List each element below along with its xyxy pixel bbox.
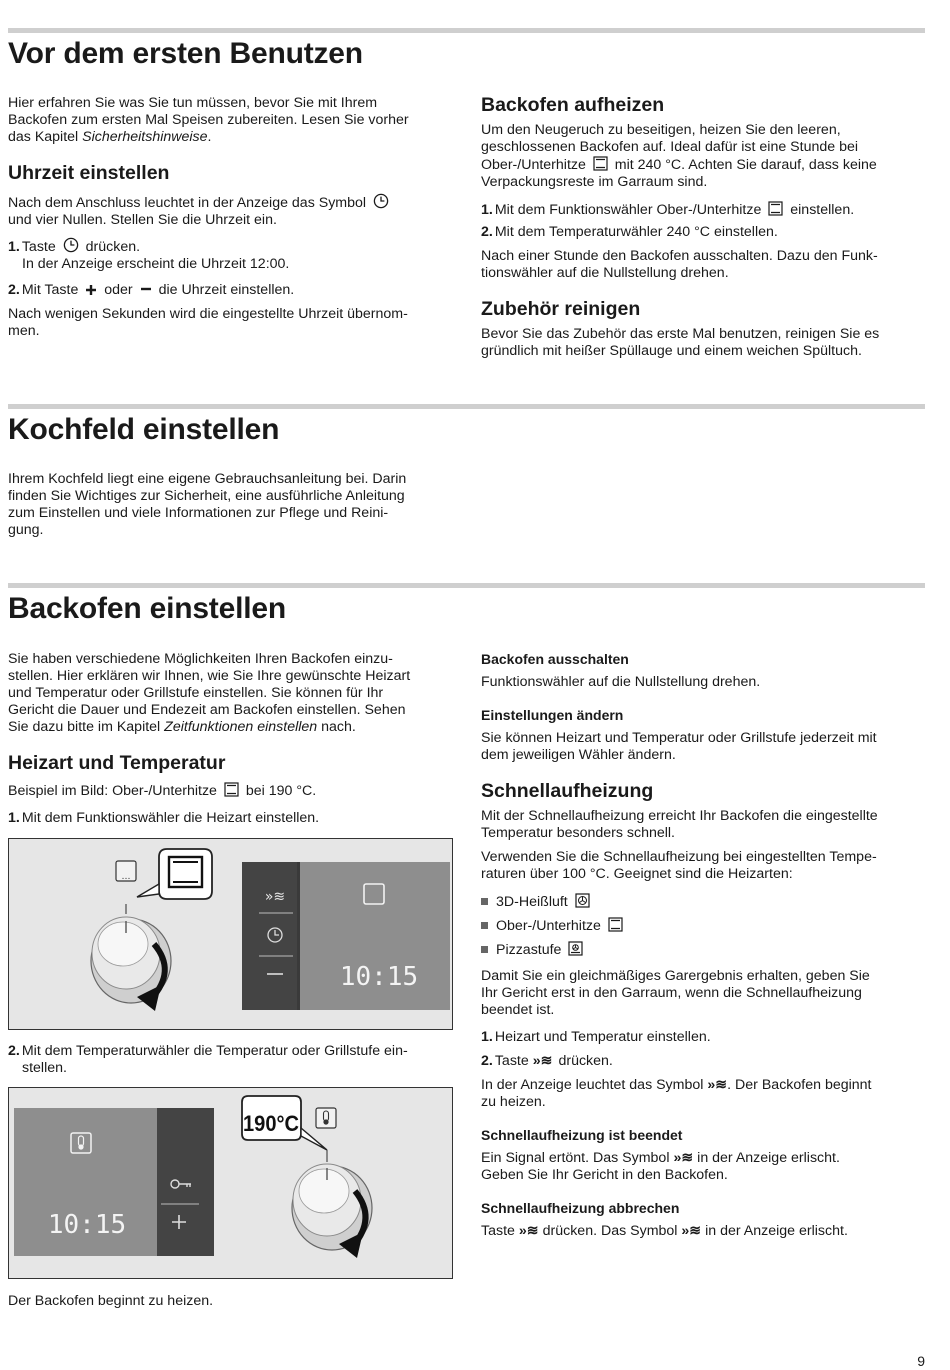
quickheat-icon: »≋ xyxy=(707,1077,728,1093)
list-item: 3D-Heißluft xyxy=(481,893,593,911)
uhrzeit-step-1: 1. Taste drücken. In der Anzeige erscheint die Uhrzeit 12:00. xyxy=(8,239,290,272)
schnell-p3: Damit Sie ein gleichmäßiges Garergebnis erhalten, geben Sie Ihr Gericht erst in den Garraum, wenn die Schnellaufheizung beendet ist. xyxy=(481,968,870,1018)
svg-text:…: … xyxy=(121,872,131,882)
heizart-example: Beispiel im Bild: Ober-/Unterhitze bei 190 °C. xyxy=(8,783,317,799)
schnell-step-2: 2. Taste »≋ drücken. xyxy=(481,1053,613,1069)
aendern-text: Sie können Heizart und Temperatur oder Grillstufe jederzeit mit dem jeweiligen Wähler ändern. xyxy=(481,730,877,763)
uhrzeit-heading: Uhrzeit einstellen xyxy=(8,162,170,184)
pizza-setting-icon xyxy=(568,941,583,956)
ausschalten-text: Funktionswähler auf die Nullstellung drehen. xyxy=(481,674,761,690)
section-title: Backofen einstellen xyxy=(8,592,286,625)
list-item: Ober-/Unterhitze xyxy=(481,917,626,935)
heizart-step-2: 2. Mit dem Temperaturwähler die Temperatur oder Grillstufe ein- stellen. xyxy=(8,1043,408,1076)
clock-icon xyxy=(373,193,389,209)
clock-icon xyxy=(63,237,79,253)
uhrzeit-step-2: 2. Mit Taste oder die Uhrzeit einstellen. xyxy=(8,282,295,298)
function-selector-figure xyxy=(8,838,453,1030)
kochfeld-paragraph: Ihrem Kochfeld liegt eine eigene Gebrauchsanleitung bei. Darin finden Sie Wichtiges zur Sicherheit, eine ausführliche Anleitung zum Einstellen und viele Informationen zur Pflege und Reini- gung. xyxy=(8,471,407,538)
zubehoer-heading: Zubehör reinigen xyxy=(481,298,641,320)
heizart-heading: Heizart und Temperatur xyxy=(8,752,226,774)
plus-icon xyxy=(85,284,97,296)
hot-air-3d-icon xyxy=(575,893,590,908)
aufheizen-heading: Backofen aufheizen xyxy=(481,94,665,116)
schnell-step-1: 1. Heizart und Temperatur einstellen. xyxy=(481,1029,711,1045)
section-title: Kochfeld einstellen xyxy=(8,413,280,446)
top-bottom-heat-icon xyxy=(768,201,783,216)
list-item: Pizzastufe xyxy=(481,941,586,959)
top-bottom-heat-icon xyxy=(593,156,608,171)
heizart-step-1: 1. Mit dem Funktionswähler die Heizart einstellen. xyxy=(8,810,320,826)
heizart-closing: Der Backofen beginnt zu heizen. xyxy=(8,1293,214,1309)
schnell-p4: In der Anzeige leuchtet das Symbol »≋. Der Backofen beginnt zu heizen. xyxy=(481,1077,872,1110)
temperature-selector-figure xyxy=(8,1087,453,1279)
ausschalten-heading: Backofen ausschalten xyxy=(481,651,629,667)
display-time: 10:15 xyxy=(339,962,419,992)
uhrzeit-paragraph: Nach dem Anschluss leuchtet in der Anzeige das Symbol und vier Nullen. Stellen Sie die Uhrzeit ein. xyxy=(8,193,448,229)
display-time: 10:15 xyxy=(47,1210,127,1240)
backofen-intro: Sie haben verschiedene Möglichkeiten Ihren Backofen einzu- stellen. Hier erklären wir Ihnen, wie Sie Ihre gewünschte Heizart und Temperatur oder Grillstufe einstellen. Sie können für Ihr Gericht die Dauer und Endezeit am Backofen einstellen. Sehen Sie dazu bitte im Kapitel Zeitfunktionen einstellen nach. xyxy=(8,651,411,735)
minus-icon xyxy=(140,284,152,296)
schnell-heading: Schnellaufheizung xyxy=(481,780,654,802)
section-title: Vor dem ersten Benutzen xyxy=(8,37,363,70)
quickheat-icon: »≋ xyxy=(681,1223,702,1239)
abbrechen-heading: Schnellaufheizung abbrechen xyxy=(481,1200,680,1216)
uhrzeit-note: Nach wenigen Sekunden wird die eingestellte Uhrzeit übernom- men. xyxy=(8,306,408,339)
section-rule xyxy=(8,404,925,409)
temperature-label: 190°C xyxy=(243,1111,300,1136)
beendet-text: Ein Signal ertönt. Das Symbol »≋ in der Anzeige erlischt. Geben Sie Ihr Gericht in den Backofen. xyxy=(481,1150,840,1183)
zubehoer-paragraph: Bevor Sie das Zubehör das erste Mal benutzen, reinigen Sie es gründlich mit heißer Spüllauge und einem weichen Spültuch. xyxy=(481,326,880,359)
aufheizen-note: Nach einer Stunde den Backofen ausschalten. Dazu den Funk- tionswähler auf die Nullstellung drehen. xyxy=(481,248,878,281)
aufheizen-step-2: 2. Mit dem Temperaturwähler 240 °C einstellen. xyxy=(481,224,778,240)
top-bottom-heat-icon xyxy=(608,917,623,932)
function-selector-illustration xyxy=(9,839,454,1031)
section-rule xyxy=(8,583,925,588)
page-number: 9 xyxy=(917,1353,925,1369)
aufheizen-paragraph: Um den Neugeruch zu beseitigen, heizen Sie den leeren, geschlossenen Backofen auf. Ideal dafür ist eine Stunde bei Ober-/Unterhitze mit 240 °C. Achten Sie darauf, dass keine Verpackungsreste im Garraum sind. xyxy=(481,122,877,190)
intro-paragraph: Hier erfahren Sie was Sie tun müssen, bevor Sie mit Ihrem Backofen zum ersten Mal Speisen zubereiten. Lesen Sie vorher das Kapitel Sicherheitshinweise. xyxy=(8,95,409,145)
beendet-heading: Schnellaufheizung ist beendet xyxy=(481,1127,683,1143)
section-rule xyxy=(8,28,925,33)
quickheat-icon: »≋ xyxy=(518,1223,539,1239)
quickheat-icon: »≋ xyxy=(532,1053,553,1069)
quickheat-icon: »≋ xyxy=(673,1150,694,1166)
schnell-p1: Mit der Schnellaufheizung erreicht Ihr Backofen die eingestellte Temperatur besonders schnell. xyxy=(481,808,878,841)
schnell-p2: Verwenden Sie die Schnellaufheizung bei eingestellten Tempe- raturen über 100 °C. Geeignet sind die Heizarten: xyxy=(481,849,877,882)
top-bottom-heat-icon xyxy=(224,782,239,797)
aufheizen-step-1: 1. Mit dem Funktionswähler Ober-/Unterhitze einstellen. xyxy=(481,202,855,218)
quickheat-symbol: »≋ xyxy=(264,889,286,905)
temperature-selector-illustration xyxy=(9,1088,454,1280)
aendern-heading: Einstellungen ändern xyxy=(481,707,624,723)
abbrechen-text: Taste »≋ drücken. Das Symbol »≋ in der Anzeige erlischt. xyxy=(481,1223,848,1239)
